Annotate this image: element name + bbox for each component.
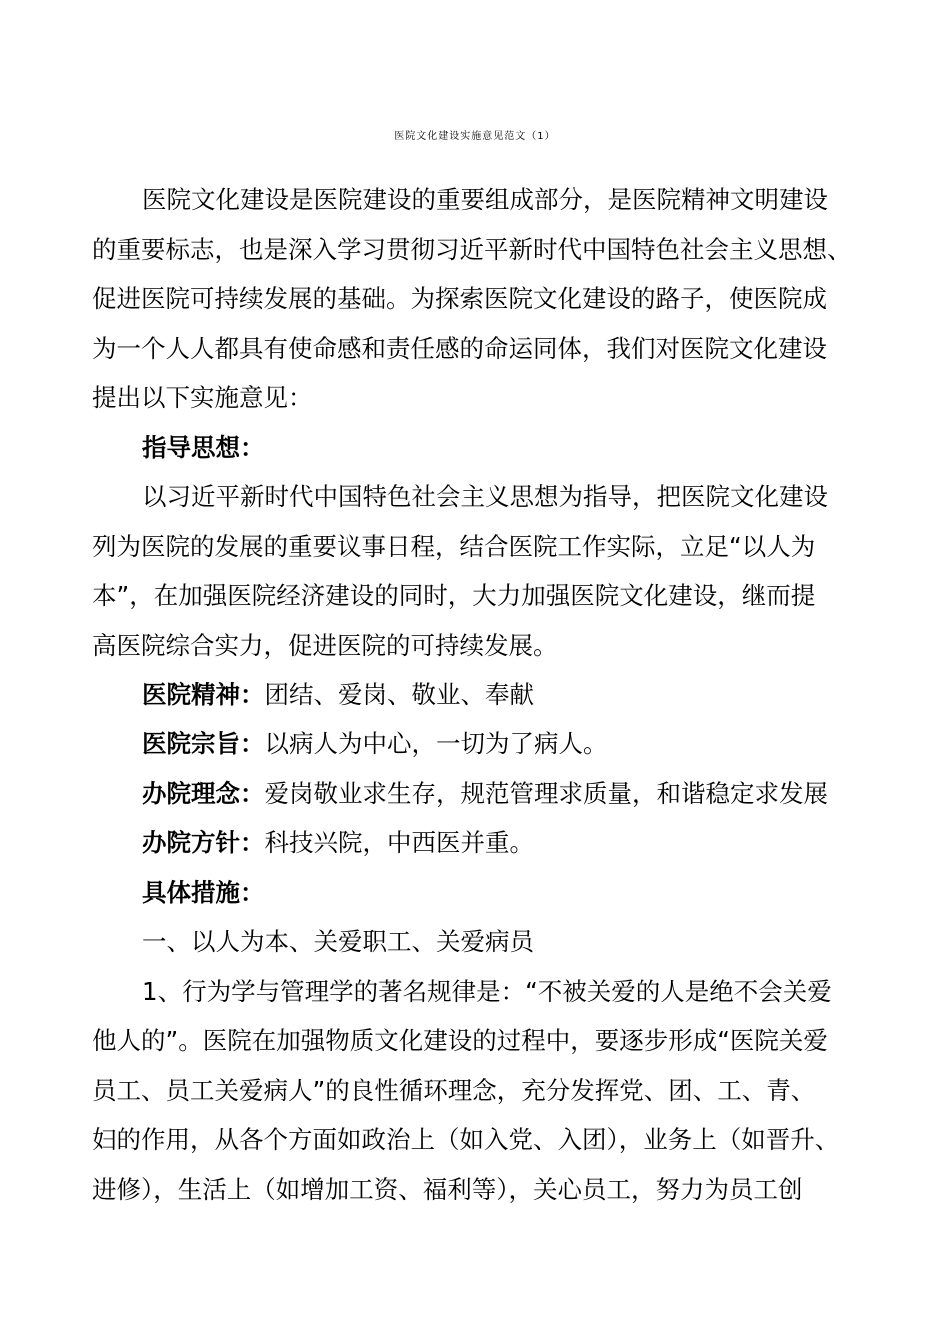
hospital-purpose-label: 医院宗旨：: [142, 729, 265, 758]
guiding-line-4: 高医院综合实力，促进医院的可持续发展。: [92, 631, 558, 660]
guiding-line-3: 本”，在加强医院经济建设的同时，大力加强医院文化建设，继而提: [92, 581, 816, 610]
item-one-line-4: 妇的作用，从各个方面如政治上（如入党、入团），业务上（如晋升、: [92, 1125, 840, 1154]
hospital-policy-text: 科技兴院，中西医并重。: [264, 828, 534, 857]
guiding-line-1: 以习近平新时代中国特色社会主义思想为指导，把医院文化建设: [142, 482, 828, 511]
item-one-line-3: 员工、员工关爱病人”的良性循环理念，充分发挥党、团、工、青、: [92, 1076, 816, 1105]
hospital-spirit-text: 团结、爱岗、敬业、奉献: [264, 680, 534, 709]
hospital-policy-label: 办院方针：: [142, 828, 265, 857]
hospital-philosophy-text: 爱岗敬业求生存，规范管理求质量，和谐稳定求发展: [264, 779, 828, 808]
hospital-philosophy-label: 办院理念：: [142, 779, 265, 808]
hospital-spirit: [142, 675, 534, 715]
document-title: 医院文化建设实施意见范文（1）: [394, 131, 556, 142]
hospital-purpose-text: 以病人为中心，一切为了病人。: [264, 729, 608, 758]
intro-line-1: 医院文化建设是医院建设的重要组成部分，是医院精神文明建设: [142, 185, 828, 214]
intro-line-4: 为一个人人都具有使命感和责任感的命运同体，我们对医院文化建设: [92, 334, 827, 363]
hospital-policy: [142, 823, 534, 863]
hospital-purpose: [142, 724, 608, 764]
item-one-line-2: 他人的”。医院在加强物质文化建设的过程中，要逐步形成“医院关爱: [92, 1026, 828, 1055]
hospital-spirit-label: 医院精神：: [142, 680, 265, 709]
item-one-line-5: 进修），生活上（如增加工资、福利等），关心员工，努力为员工创: [92, 1175, 803, 1204]
guiding-heading: 指导思想：: [142, 433, 265, 462]
guiding-line-2: 列为医院的发展的重要议事日程，结合医院工作实际，立足“以人为: [92, 532, 816, 561]
intro-line-2: 的重要标志，也是深入学习贯彻习近平新时代中国特色社会主义思想、: [92, 235, 852, 264]
hospital-philosophy: [142, 774, 828, 814]
intro-line-3: 促进医院可持续发展的基础。为探索医院文化建设的路子，使医院成: [92, 284, 827, 313]
intro-line-5: 提出以下实施意见：: [92, 383, 313, 412]
section-one-heading: 一、以人为本、关爱职工、关爱病员: [142, 927, 534, 956]
measures-heading: 具体措施：: [142, 878, 265, 907]
item-one-line-1: 1、行为学与管理学的著名规律是：“不被关爱的人是绝不会关爱: [142, 977, 832, 1006]
